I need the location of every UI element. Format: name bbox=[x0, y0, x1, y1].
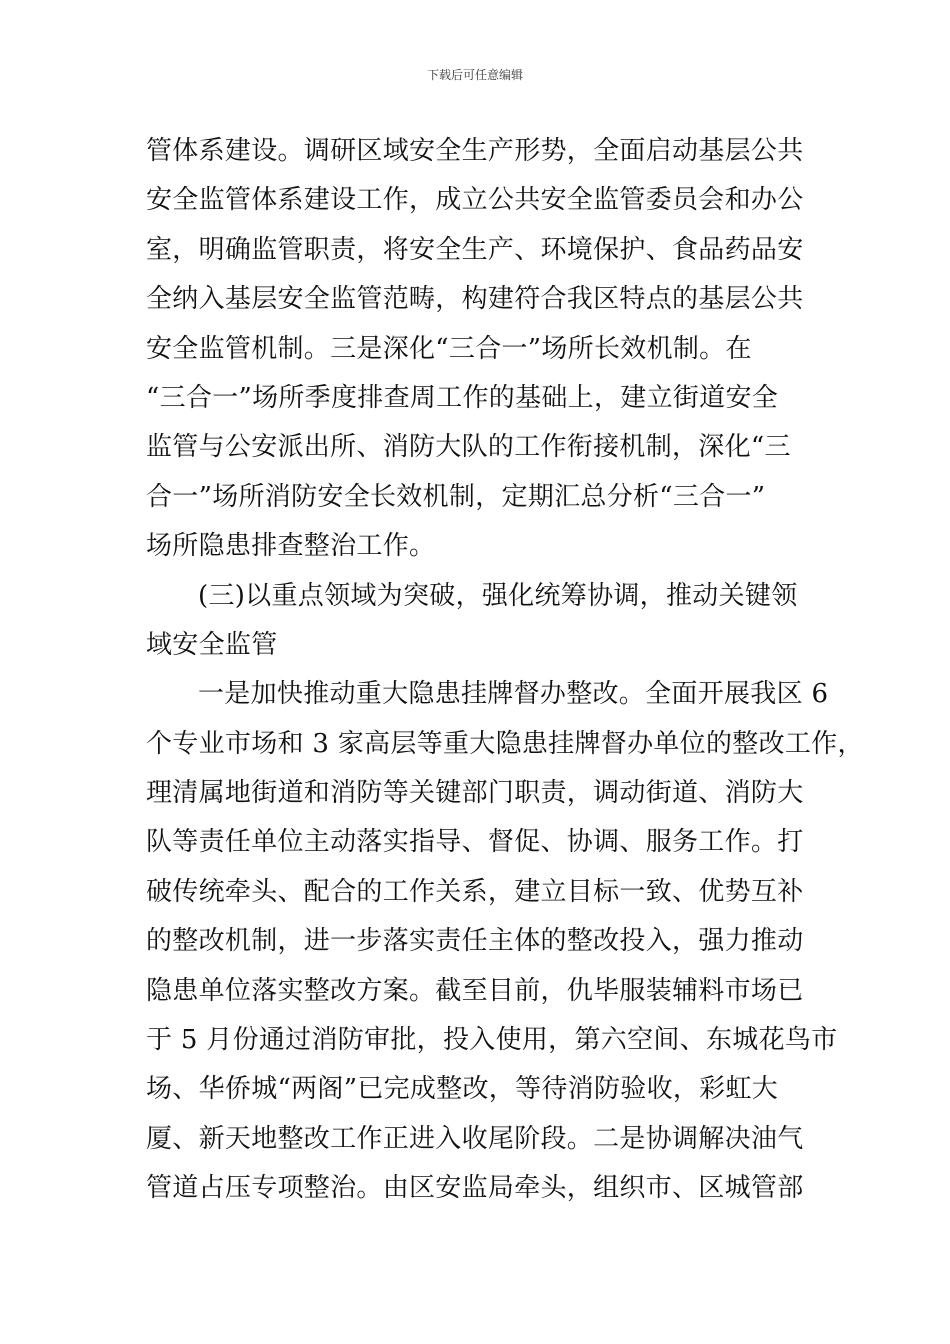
text-line: 的整改机制，进一步落实责任主体的整改投入，强力推动 bbox=[146, 926, 804, 957]
text-line: 个专业市场和 3 家高层等重大隐患挂牌督办单位的整改工作， bbox=[146, 728, 864, 759]
text-line: 厦、新天地整改工作正进入收尾阶段。二是协调解决油气 bbox=[146, 1123, 804, 1154]
text-line: 全纳入基层安全监管范畴，构建符合我区特点的基层公共 bbox=[146, 284, 804, 315]
text-line: 一是加快推动重大隐患挂牌督办整改。全面开展我区 6 bbox=[198, 679, 829, 710]
text-line: 隐患单位落实整改方案。截至目前，仇毕服装辅料市场已 bbox=[146, 975, 804, 1006]
text-line: 安全监管机制。三是深化“三合一”场所长效机制。在 bbox=[146, 333, 752, 364]
text-line: 合一”场所消防安全长效机制，定期汇总分析“三合一” bbox=[146, 481, 766, 512]
text-line: 安全监管体系建设工作，成立公共安全监管委员会和办公 bbox=[146, 185, 804, 216]
text-line: 破传统牵头、配合的工作关系，建立目标一致、优势互补 bbox=[146, 876, 804, 907]
page-header: 下载后可任意编辑 bbox=[426, 68, 523, 82]
text-line: 管道占压专项整治。由区安监局牵头，组织市、区城管部 bbox=[146, 1173, 804, 1204]
text-line: 监管与公安派出所、消防大队的工作衔接机制，深化“三 bbox=[146, 432, 791, 463]
text-line: 管体系建设。调研区域安全生产形势，全面启动基层公共 bbox=[146, 136, 804, 166]
text-line: “三合一”场所季度排查周工作的基础上，建立街道安全 bbox=[146, 382, 779, 413]
section-heading-line: (三)以重点领域为突破，强化统筹协调，推动关键领 bbox=[198, 580, 798, 611]
text-line: 场、华侨城“两阁”已完成整改，等待消防验收，彩虹大 bbox=[146, 1074, 779, 1105]
text-line: 于 5 月份通过消防审批，投入使用，第六空间、东城花鸟市 bbox=[146, 1025, 838, 1056]
section-heading-line: 域安全监管 bbox=[146, 629, 278, 660]
document-body bbox=[146, 127, 864, 1214]
text-line: 场所隐患排查整治工作。 bbox=[146, 531, 436, 562]
text-line: 理清属地街道和消防等关键部门职责，调动街道、消防大 bbox=[146, 778, 804, 809]
text-line: 队等责任单位主动落实指导、督促、协调、服务工作。打 bbox=[146, 827, 804, 858]
text-line: 室，明确监管职责，将安全生产、环境保护、食品药品安 bbox=[146, 234, 804, 265]
